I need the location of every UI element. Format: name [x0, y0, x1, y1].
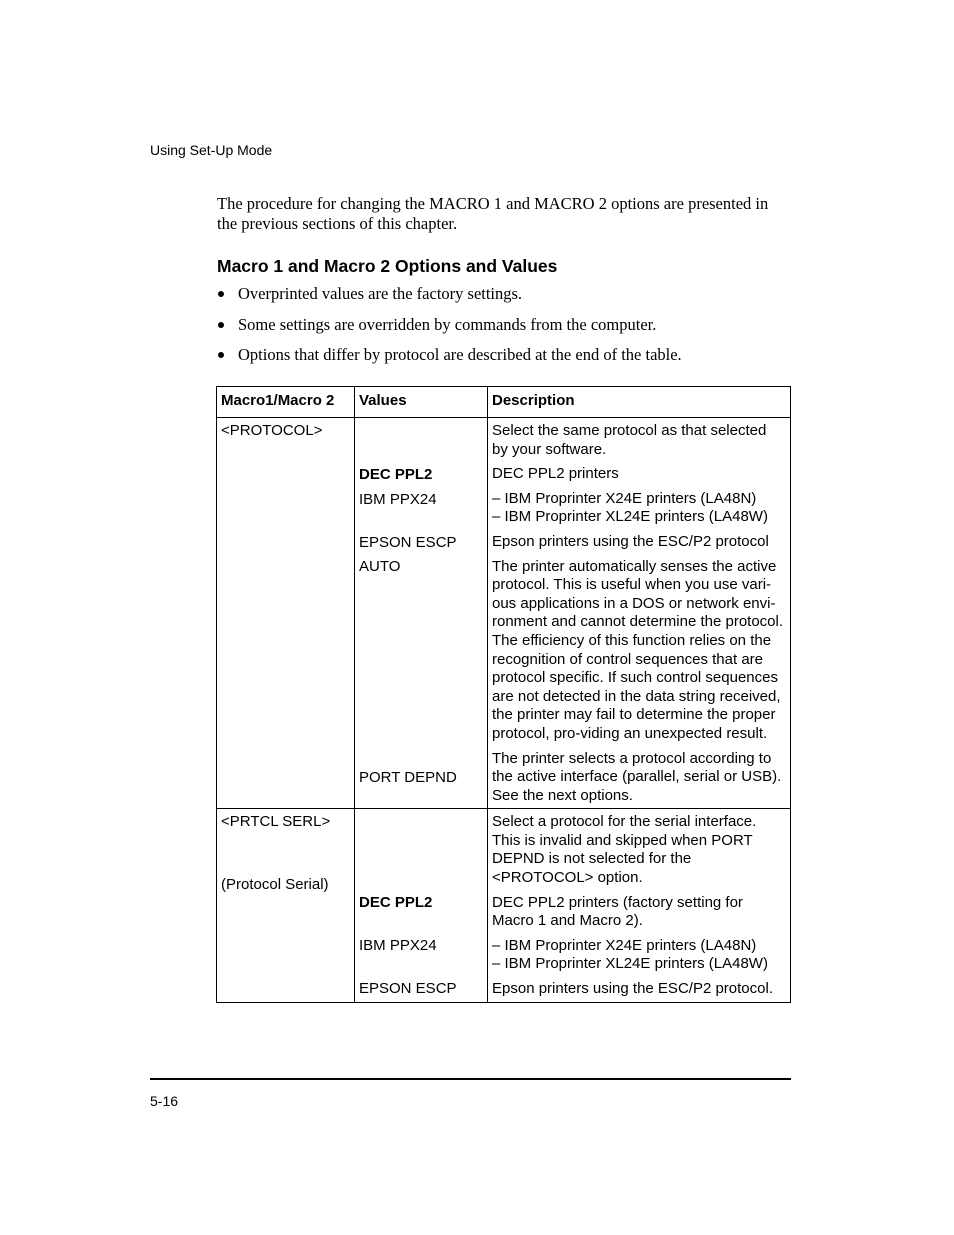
value-spacer [359, 813, 483, 888]
value-item: PORT DEPND [359, 769, 457, 787]
value-description: DEC PPL2 printers (factory setting for Macro 1 and Macro 2). [492, 893, 743, 930]
values-cell [355, 809, 488, 1003]
option-name: <PRTCL SERL> [221, 813, 331, 831]
option-cell [217, 418, 355, 809]
value-description [492, 937, 786, 974]
column-header-option: Macro1/Macro 2 [217, 387, 355, 418]
value-item: EPSON ESCP [359, 980, 457, 998]
list-item [217, 315, 791, 335]
value-factory: DEC PPL2 [359, 894, 433, 912]
bullet-list [217, 284, 791, 376]
options-table [216, 386, 791, 1003]
bullet-icon [218, 322, 224, 328]
bullet-text: Overprinted values are the factory settings. [238, 284, 523, 303]
option-cell [217, 809, 355, 1003]
option-name: <PROTOCOL> [221, 422, 323, 439]
description-line: – IBM Proprinter XL24E printers (LA48W) [492, 508, 768, 526]
value-factory: DEC PPL2 [359, 466, 433, 483]
value-item: AUTO [359, 558, 401, 576]
value-description: DEC PPL2 printers [492, 465, 619, 483]
bullet-icon [218, 291, 224, 297]
page-number: 5-16 [150, 1093, 179, 1109]
table-row [217, 809, 791, 1003]
list-item [217, 345, 791, 365]
description-cell [488, 809, 791, 1003]
list-item [217, 284, 791, 304]
description-cell [488, 418, 791, 809]
option-description: Select a protocol for the serial interface. This is invalid and skipped when PORT DEPND is not selected for the <PROTOCOL> option. [492, 813, 757, 887]
option-description: Select the same protocol as that selected by your software. [492, 422, 767, 458]
value-description: The printer automatically senses the active protocol. This is useful when you use vari-ous applications in a DOS or network envi-ronment and cannot determine the protocol. The efficiency of this function relies on the recognition of control sequences that are protocol specific. If such control sequences are not detected in the data string received, the printer may fail to determine the proper protocol, pro-viding an unexpected result. [492, 557, 784, 742]
value-description: Epson printers using the ESC/P2 protocol. [492, 980, 773, 998]
value-item: EPSON ESCP [359, 533, 457, 551]
description-line: – IBM Proprinter X24E printers (LA48N) [492, 489, 757, 507]
value-spacer [359, 422, 483, 460]
running-header: Using Set-Up Mode [150, 142, 273, 158]
value-item: IBM PPX24 [359, 490, 437, 508]
description-line: – IBM Proprinter XL24E printers (LA48W) [492, 955, 768, 973]
table-row [217, 418, 791, 809]
footer-divider [150, 1078, 791, 1080]
value-description [492, 490, 786, 527]
column-header-values: Values [355, 387, 488, 418]
section-title: Macro 1 and Macro 2 Options and Values [217, 256, 558, 276]
column-header-description: Description [488, 387, 791, 418]
intro-paragraph: The procedure for changing the MACRO 1 and MACRO 2 options are presented in the previous sections of this chapter. [217, 194, 769, 233]
option-subtitle: (Protocol Serial) [221, 876, 329, 894]
bullet-text: Some settings are overridden by commands from the computer. [238, 314, 657, 334]
description-line: – IBM Proprinter X24E printers (LA48N) [492, 936, 757, 954]
table-header-row [217, 387, 791, 418]
value-description: The printer selects a protocol according to the active interface (parallel, serial or USB). See the next options. [492, 749, 782, 804]
bullet-icon [218, 352, 224, 358]
bullet-text: Options that differ by protocol are described at the end of the table. [238, 345, 682, 364]
value-item: IBM PPX24 [359, 937, 437, 955]
values-cell [355, 418, 488, 809]
value-description: Epson printers using the ESC/P2 protocol [492, 532, 769, 550]
